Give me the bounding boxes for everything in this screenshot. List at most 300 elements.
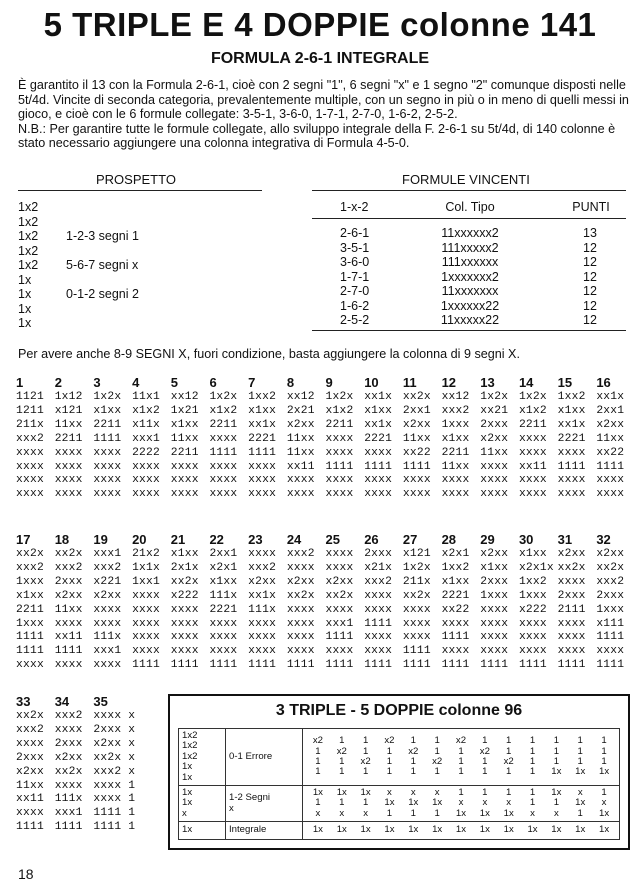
box-value: 1x <box>360 824 371 836</box>
column-cell: xxxx 1 <box>93 779 136 792</box>
column-cell: xxxx <box>93 603 122 616</box>
column-cell: xx2x <box>325 589 354 602</box>
column-cell: 1111 <box>209 659 238 672</box>
box-value: x2 <box>479 745 490 757</box>
column-cell: xxxx <box>480 488 509 501</box>
box-value: 1x <box>598 807 610 819</box>
column-cell: xxxx <box>441 474 470 487</box>
intro-paragraph: È garantito il 13 con la Formula 2-6-1, cioè con 2 segni "1", 6 segni "x" e 1 segno "2" comunque disposti nelle 5t/4d. Vincite di seconda categoria, prevalentemente multiple, con un segno in più o in meno di quelli messi in gioco, e cioè con le 6 formule collegate: 3-5-1, 3-6-0, 1-7-1, 2-7-0, 1-6-2, 2-5-2. <box>18 78 629 122</box>
column-cell: xxx2 <box>286 548 315 560</box>
column-cell: xxxx <box>557 617 586 630</box>
column-cell: 2221 <box>209 603 238 616</box>
column-cell: 2221 <box>364 432 393 445</box>
column-cell: xx2x <box>54 765 83 778</box>
column-cell: 1x2x <box>518 391 547 403</box>
box-value: 1x <box>455 807 467 819</box>
column-cell: x2xx <box>286 418 315 431</box>
box-value: 1 <box>553 735 560 747</box>
column-cell: xx2x <box>402 391 431 403</box>
column-cell: 11xx <box>441 460 470 473</box>
column-cell: 11xx <box>54 418 83 431</box>
box-value: 1x <box>503 824 514 836</box>
column-cell: xx12 <box>286 391 315 403</box>
column-cell: 1111 <box>286 659 315 672</box>
column-cell: xxxx <box>286 561 315 574</box>
column-number: 16 <box>596 375 611 390</box>
column-cell: 2xxx <box>557 589 586 602</box>
box-value: 1 <box>339 766 345 778</box>
column-cell: 1111 <box>402 659 431 672</box>
box-value: 1 <box>601 787 607 799</box>
box-value: x <box>458 797 464 809</box>
box-value: 1x <box>551 824 562 836</box>
box-value: 1 <box>434 766 440 778</box>
column-cell: 2211 <box>93 418 122 431</box>
box-value: 1 <box>410 766 416 778</box>
column-cell: 2211 <box>209 418 238 431</box>
column-cell: x2x1 <box>441 548 470 560</box>
column-cell: xxxx <box>209 617 238 630</box>
column-cell: 2xx1 <box>209 548 238 560</box>
box-value: x2 <box>503 756 514 768</box>
column-cell: xxxx <box>364 603 393 616</box>
column-cell: xxx1 <box>132 432 160 445</box>
box-value: 1 <box>506 745 512 757</box>
column-cell: xxxx <box>441 488 470 501</box>
column-cell: 2221 <box>557 432 586 445</box>
column-cell: 11xx <box>170 432 199 445</box>
column-cell: xx2x <box>596 561 625 574</box>
column-cell: xxxx <box>16 807 44 820</box>
column-number: 24 <box>286 532 302 547</box>
formula-punti: 12 <box>583 298 597 313</box>
column-cell: xxxx <box>364 488 393 501</box>
column-cell: 1111 <box>557 659 586 672</box>
column-cell: 1121 <box>16 391 44 403</box>
column-cell: 2222 <box>132 446 160 459</box>
formula-value: 1-7-1 <box>340 269 370 284</box>
column-cell: 2xxx <box>54 575 83 588</box>
prospetto-row: 1x2 <box>18 243 39 258</box>
box-keys: 1x <box>179 822 226 839</box>
columns-block-1 <box>16 375 635 502</box>
column-cell: xxx1 <box>325 617 354 630</box>
column-cell: 2xxx <box>596 589 625 602</box>
column-cell: xx21 <box>480 404 509 417</box>
column-cell: 1111 <box>325 659 354 672</box>
column-cell: xxxx <box>93 617 122 630</box>
box-value: 1x <box>384 797 395 809</box>
column-cell: 11xx <box>286 432 315 445</box>
column-cell: 2221 <box>248 432 277 445</box>
box-value: 1 <box>458 766 464 778</box>
column-cell: 1x1x <box>132 561 160 574</box>
column-cell: xx2x <box>557 561 586 574</box>
box-value: x <box>482 797 488 809</box>
column-cell: xx2x x <box>93 751 136 764</box>
column-number: 14 <box>518 375 534 390</box>
box-value: 1 <box>362 735 369 747</box>
column-cell: xxxx <box>325 603 354 616</box>
column-cell: xx2x <box>402 589 431 602</box>
column-cell: xx1x <box>364 391 393 403</box>
column-cell: xxxx 1 <box>93 793 136 806</box>
column-number: 35 <box>93 694 108 709</box>
column-cell: xxxx <box>402 488 431 501</box>
column-number: 34 <box>54 694 70 709</box>
column-cell: 11xx <box>54 603 83 616</box>
page-title: 5 TRIPLE E 4 DOPPIE colonne 141 <box>43 6 597 43</box>
column-cell: 11x1 <box>132 391 160 403</box>
column-cell: xxxx <box>325 561 354 574</box>
column-cell: 1x2x <box>402 561 431 574</box>
column-number: 1 <box>16 375 24 390</box>
column-number: 5 <box>170 375 178 390</box>
column-number: 30 <box>518 532 534 547</box>
column-cell: xxxx <box>16 446 44 459</box>
column-cell: x2xx <box>93 589 122 602</box>
intro-note: N.B.: Per garantire tutte le formule collegate, allo sviluppo integrale della F. 2-6-1 su 5t/4d, di 140 colonne è stato necessario aggiungere una colonna integrativa di Formula 4-5-0. <box>18 121 616 151</box>
box-value: x <box>363 807 368 819</box>
column-cell: xxxx <box>557 488 586 501</box>
column-cell: 1xx2 <box>557 391 586 403</box>
formula-col-tipo: 11xxxxx22 <box>440 313 500 327</box>
box-value: 1x <box>312 824 323 836</box>
column-cell: xxxx <box>209 460 238 473</box>
column-cell: 1111 <box>93 432 122 445</box>
column-number: 6 <box>209 375 217 390</box>
box-value: 1 <box>577 735 583 747</box>
box-group-label: 1-2 Segni x <box>226 786 303 822</box>
column-cell: xxxx <box>286 488 315 501</box>
column-cell: xxxx <box>518 432 547 445</box>
box-value: 1x <box>575 766 586 778</box>
box-value: 1 <box>339 735 345 747</box>
column-cell: xxxx <box>557 474 586 487</box>
box-value: 1 <box>506 787 512 799</box>
column-number: 20 <box>132 532 147 547</box>
column-cell: xxxx <box>480 460 509 473</box>
column-cell: 11xx <box>286 446 315 459</box>
box-value: 1x <box>455 824 467 836</box>
column-cell: 2211 <box>16 603 44 616</box>
box-value: 1x <box>336 787 347 799</box>
column-cell: x1x2 <box>132 404 160 417</box>
column-number: 7 <box>248 375 256 390</box>
prospetto-rule <box>18 190 262 191</box>
column-cell: xx2x <box>54 548 83 560</box>
column-cell: 1111 <box>557 460 586 473</box>
column-cell: xxxx <box>325 446 354 459</box>
prospetto-row: 1x2 <box>18 214 39 229</box>
column-cell: xxxx <box>209 631 238 644</box>
box-value: x2 <box>360 756 371 768</box>
column-cell: 2xx1 <box>402 404 431 417</box>
column-cell: x11x <box>132 418 160 431</box>
column-cell: xxxx <box>557 631 586 644</box>
column-cell: 2111 <box>557 603 586 616</box>
box-value: 1x <box>598 824 610 836</box>
box-value: 1 <box>362 745 369 757</box>
box-value: 1 <box>482 787 488 799</box>
column-cell: 111x <box>54 793 83 806</box>
box-value: 1 <box>339 756 345 768</box>
box-value: 1x <box>432 824 443 836</box>
box-value: 1 <box>458 745 464 757</box>
box-value: 1 <box>410 735 416 747</box>
column-cell: xxxx <box>325 488 354 501</box>
formula-col-tipo: 11xxxxxx2 <box>441 226 499 240</box>
column-cell: xxxx <box>441 645 470 658</box>
box-value: 1 <box>386 745 393 757</box>
box-value: 1 <box>458 756 464 768</box>
box-value: 1 <box>529 766 536 778</box>
column-cell: xxxx <box>54 474 83 487</box>
column-cell: 21x2 <box>132 548 160 560</box>
columns-block-2 <box>16 532 635 673</box>
column-cell: 1111 <box>596 659 625 672</box>
column-cell: 2211 <box>441 446 470 459</box>
column-cell: xx11 <box>54 631 83 644</box>
column-cell: xxxx <box>54 723 83 736</box>
box-values <box>303 729 620 786</box>
column-cell: 111x <box>93 631 122 644</box>
column-cell: xxxx <box>518 446 547 459</box>
column-cell: 1xxx <box>441 418 470 431</box>
box-value: x <box>553 807 559 819</box>
column-number: 18 <box>54 532 70 547</box>
column-cell: x121 <box>402 548 431 560</box>
column-cell: 2221 <box>441 589 470 602</box>
column-cell: xx22 <box>596 446 625 459</box>
column-cell: 2211 <box>170 446 199 459</box>
box-value: 1 <box>506 766 512 778</box>
box-value: 1 <box>434 745 440 757</box>
column-cell: 1xxx <box>16 575 44 588</box>
box-value: 1 <box>434 735 440 747</box>
box-value: 1x <box>527 824 538 836</box>
box-value: 1 <box>601 745 607 757</box>
summary-box <box>168 694 630 850</box>
column-cell: xxxx <box>557 575 586 588</box>
column-cell: xxxx <box>209 432 238 445</box>
column-cell: xxxx <box>248 474 277 487</box>
column-cell: xxxx <box>54 779 83 792</box>
box-value: 1 <box>315 766 321 778</box>
formula-punti: 12 <box>583 240 597 255</box>
box-values <box>303 786 620 822</box>
column-cell: 1x2x <box>480 391 509 403</box>
formule-col-header: PUNTI <box>572 200 610 214</box>
column-cell: 1x21 <box>170 404 199 417</box>
column-cell: xxxx <box>132 631 160 644</box>
column-cell: xxxx <box>132 460 160 473</box>
column-cell: xxx2 <box>93 561 122 574</box>
column-cell: xxxx <box>93 446 122 459</box>
column-cell: 1111 <box>16 821 44 834</box>
column-cell: 1111 <box>170 659 199 672</box>
box-value: 1 <box>577 807 583 819</box>
column-cell: xxx2 <box>54 710 83 722</box>
box-value: 1 <box>434 807 440 819</box>
box-group-label: 0-1 Errore <box>226 729 303 786</box>
box-value: x <box>387 787 392 799</box>
column-cell: x222 <box>170 589 199 602</box>
box-value: x2 <box>408 745 419 757</box>
column-cell: xxxx <box>480 474 509 487</box>
column-cell: x121 <box>54 404 83 417</box>
column-cell: 1111 <box>364 460 393 473</box>
formule-rule-header <box>312 218 626 219</box>
column-number: 27 <box>402 532 418 547</box>
column-cell: xxxx <box>170 617 199 630</box>
column-number: 23 <box>248 532 263 547</box>
column-number: 3 <box>93 375 101 390</box>
prospetto-row: 1x <box>18 316 32 330</box>
column-cell: xxx1 <box>54 807 83 820</box>
column-cell: 2x21 <box>286 404 315 417</box>
column-cell: 1111 <box>364 659 393 672</box>
column-cell: 11xx <box>16 779 44 792</box>
column-cell: 2211 <box>54 432 83 445</box>
column-cell: xxxx <box>132 474 160 487</box>
column-cell: xxx2 <box>16 432 44 445</box>
box-value: 1 <box>315 797 321 809</box>
formule-rule-top <box>312 190 626 191</box>
box-value: 1 <box>362 766 369 778</box>
box-value: x2 <box>312 735 323 747</box>
prospetto-row: 1x2 <box>18 258 39 272</box>
box-value: x <box>601 797 607 809</box>
column-cell: x1xx <box>93 404 122 417</box>
column-cell: x221 <box>93 575 122 588</box>
formula-col-tipo: 111xxxxx2 <box>441 240 499 255</box>
column-cell: xxxx <box>480 645 509 658</box>
column-cell: xxxx <box>480 603 509 616</box>
column-cell: 1x2x <box>93 391 122 403</box>
column-cell: 2xxx <box>480 575 509 588</box>
column-cell: xxxx <box>54 659 83 672</box>
column-cell: xxxx <box>364 589 393 602</box>
column-number: 8 <box>286 375 295 390</box>
column-cell: 2xxx x <box>93 723 136 736</box>
formule-heading: FORMULE VINCENTI <box>402 172 530 187</box>
column-cell: 111x <box>209 589 238 602</box>
prospetto-row: 1x <box>18 272 32 287</box>
column-cell: x1xx <box>441 575 470 588</box>
column-cell: x111 <box>596 617 625 630</box>
column-cell: xxxx <box>132 617 160 630</box>
column-cell: 1111 <box>364 617 393 630</box>
column-cell: xx1x <box>596 391 625 403</box>
box-value: 1x <box>575 797 586 809</box>
column-cell: 1xxx <box>518 589 547 602</box>
column-cell: xxxx <box>16 488 44 501</box>
column-cell: xxxx <box>248 645 277 658</box>
column-cell: xxxx <box>54 488 83 501</box>
box-value: 1x <box>551 766 562 778</box>
column-cell: xxxx <box>325 645 354 658</box>
box-value: x2 <box>455 735 467 747</box>
prospetto-label: 1-2-3 segni 1 <box>66 229 139 243</box>
box-value: 1 <box>482 766 488 778</box>
column-cell: xxxx <box>170 645 199 658</box>
box-value: x <box>410 787 416 799</box>
column-cell: xxxx <box>402 474 431 487</box>
column-cell: xxxx <box>248 631 277 644</box>
box-value: 1x <box>598 766 610 778</box>
column-cell: xxxx <box>441 617 470 630</box>
column-cell: x1xx <box>518 548 547 560</box>
box-value: 1 <box>339 797 345 809</box>
box-value: 1 <box>577 756 583 768</box>
formula-punti: 12 <box>583 284 597 298</box>
column-cell: xxxx <box>364 645 393 658</box>
box-value: 1x <box>479 824 490 836</box>
column-number: 29 <box>480 532 495 547</box>
box-value: x2 <box>336 745 347 757</box>
column-cell: xxxx <box>518 617 547 630</box>
formula-col-tipo: 11xxxxxxx <box>441 284 499 298</box>
box-value: 1 <box>529 735 536 747</box>
formula-punti: 13 <box>583 226 597 240</box>
column-cell: 1111 <box>209 446 238 459</box>
column-cell: xxxx x <box>93 710 136 722</box>
column-cell: 11xx <box>596 432 625 445</box>
box-value: 1 <box>458 787 464 799</box>
column-cell: xxxx <box>132 488 160 501</box>
column-cell: x1x2 <box>518 404 547 417</box>
column-cell: 111x <box>248 603 277 616</box>
box-value: 1x <box>479 807 490 819</box>
column-cell: xxxx <box>170 631 199 644</box>
box-value: 1 <box>553 756 560 768</box>
box-values <box>303 822 620 839</box>
column-cell: xxxx <box>93 460 122 473</box>
column-cell: xxxx <box>93 474 122 487</box>
formula-value: 3-6-0 <box>340 255 370 269</box>
box-value: 1x <box>551 787 562 799</box>
box-value: x <box>339 807 345 819</box>
column-cell: xx2x <box>16 710 44 722</box>
column-cell: xx1x <box>248 589 277 602</box>
column-number: 26 <box>364 532 379 547</box>
column-cell: xx2x <box>286 589 315 602</box>
column-cell: 1111 <box>16 631 44 644</box>
column-cell: x2xx <box>480 548 509 560</box>
column-cell: x2xx <box>286 575 315 588</box>
column-cell: xxxx <box>93 659 122 672</box>
column-cell: xxxx <box>480 631 509 644</box>
column-cell: xxxx <box>518 488 547 501</box>
box-value: 1x <box>360 787 371 799</box>
column-number: 4 <box>132 375 140 390</box>
box-value: x <box>577 787 583 799</box>
column-cell: x2xx <box>54 751 83 764</box>
column-cell: xxxx <box>248 488 277 501</box>
formule-col-header: 1-x-2 <box>340 200 369 214</box>
column-cell: xx2x <box>16 548 44 560</box>
box-value: 1 <box>601 735 607 747</box>
box-value: x2 <box>384 735 395 747</box>
column-cell: 1x2x <box>209 391 238 403</box>
box-value: 1 <box>577 745 583 757</box>
box-value: 1 <box>482 735 488 747</box>
column-cell: 1111 1 <box>93 821 136 834</box>
column-cell: 1111 <box>480 659 509 672</box>
box-value: 1 <box>553 745 560 757</box>
column-cell: xxxx <box>364 446 393 459</box>
